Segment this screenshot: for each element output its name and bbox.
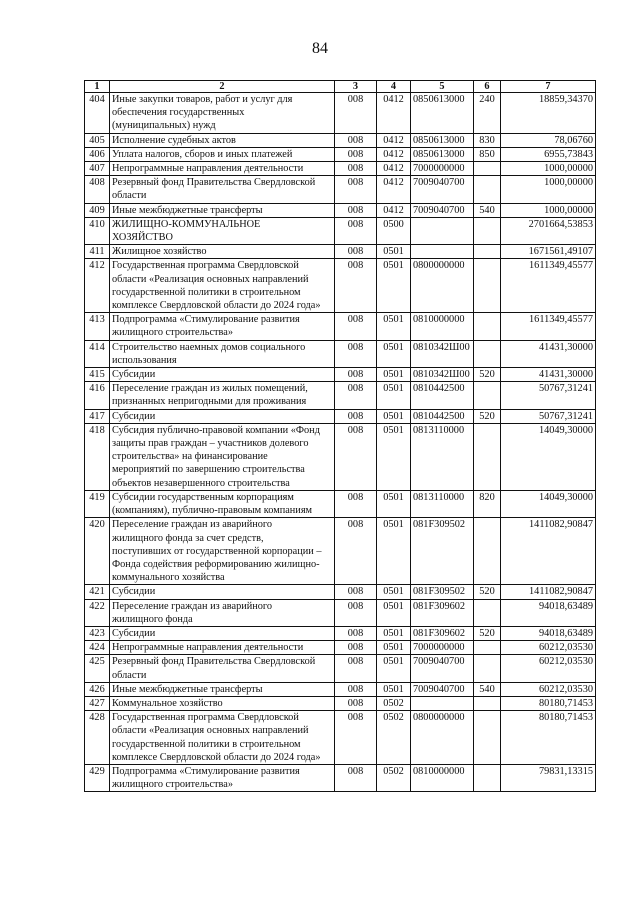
row-name-line: Резервный фонд Правительства Свердловской [112,656,316,668]
table-row [85,133,596,147]
row-name [110,217,335,244]
row-name-line: области [112,190,147,202]
header-col-3: 3 [335,81,377,93]
row-section-code: 0500 [377,217,411,244]
row-name-line: ХОЗЯЙСТВО [112,232,173,244]
row-name [110,682,335,696]
row-admin-code: 008 [335,245,377,259]
row-expense-type: 240 [474,93,501,134]
row-target-code: 7009040700 [411,203,474,217]
row-name-line: Субсидии [112,410,156,422]
row-section-code: 0501 [377,409,411,423]
row-name-line: государственной политики в строительном [112,738,301,750]
row-admin-code: 008 [335,409,377,423]
header-col-5: 5 [411,81,474,93]
row-name [110,245,335,259]
table-row [85,711,596,765]
table-row [85,340,596,367]
table-row [85,368,596,382]
row-section-code: 0501 [377,626,411,640]
row-name [110,203,335,217]
table-row [85,682,596,696]
table-row [85,313,596,340]
table-row [85,696,596,710]
row-target-code: 0800000000 [411,259,474,313]
row-target-code: 0810442500 [411,382,474,409]
row-name-line: Субсидии [112,586,156,598]
row-section-code: 0412 [377,203,411,217]
row-name-line: области [112,669,147,681]
table-row [85,93,596,134]
row-number: 417 [85,409,110,423]
row-section-code: 0412 [377,133,411,147]
row-name-line: Подпрограмма «Стимулирование развития [112,765,300,777]
row-name-line: Жилищное хозяйство [112,246,207,258]
row-name-line: области «Реализация основных направлений [112,725,309,737]
row-admin-code: 008 [335,682,377,696]
row-admin-code: 008 [335,340,377,367]
row-name [110,162,335,176]
row-expense-type [474,313,501,340]
row-target-code: 081F309502 [411,585,474,599]
row-admin-code: 008 [335,518,377,585]
row-section-code: 0501 [377,423,411,490]
row-expense-type [474,423,501,490]
row-number: 404 [85,93,110,134]
row-number: 409 [85,203,110,217]
row-admin-code: 008 [335,626,377,640]
row-section-code: 0501 [377,313,411,340]
row-admin-code: 008 [335,176,377,203]
row-target-code: 7000000000 [411,162,474,176]
row-expense-type [474,764,501,791]
row-name-line: Субсидия публично-правовой компании «Фонд [112,424,320,436]
row-name-line: комплексе Свердловской области до 2024 года» [112,751,321,763]
row-section-code: 0501 [377,259,411,313]
row-name [110,147,335,161]
table-row [85,382,596,409]
row-expense-type [474,696,501,710]
row-name-line: Иные межбюджетные трансферты [112,204,263,216]
row-section-code: 0412 [377,93,411,134]
row-name [110,490,335,517]
table-row [85,764,596,791]
row-name-line: Иные межбюджетные трансферты [112,683,263,695]
table-row [85,490,596,517]
row-name-line: жилищного строительства» [112,327,233,339]
row-name-line: строительства» на финансирование [112,451,268,463]
row-name-line: жилищного фонда [112,613,193,625]
row-section-code: 0501 [377,655,411,682]
row-target-code: 0810000000 [411,313,474,340]
row-admin-code: 008 [335,147,377,161]
row-expense-type [474,599,501,626]
row-name-line: Подпрограмма «Стимулирование развития [112,314,300,326]
row-name [110,382,335,409]
row-target-code: 081F309602 [411,599,474,626]
row-target-code: 7009040700 [411,176,474,203]
table-row [85,409,596,423]
row-name-line: поступивших от государственной корпорации – [112,545,322,557]
table-row [85,203,596,217]
table-row [85,641,596,655]
row-admin-code: 008 [335,313,377,340]
row-name [110,599,335,626]
row-target-code: 0810342Ш00 [411,340,474,367]
row-name [110,313,335,340]
row-name [110,626,335,640]
row-target-code [411,217,474,244]
row-section-code: 0501 [377,682,411,696]
row-name-line: государственной политики в строительном [112,286,301,298]
row-expense-type [474,176,501,203]
header-col-6: 6 [474,81,501,93]
row-name-line: Переселение граждан из аварийного [112,519,273,531]
row-name [110,176,335,203]
row-section-code: 0412 [377,176,411,203]
row-admin-code: 008 [335,696,377,710]
row-name-line: Строительство наемных домов социального [112,341,306,353]
row-number: 422 [85,599,110,626]
row-target-code [411,696,474,710]
row-expense-type: 540 [474,203,501,217]
table-row [85,518,596,585]
row-section-code: 0501 [377,490,411,517]
row-name [110,585,335,599]
row-amount: 60212,03530 [501,682,596,696]
row-expense-type: 830 [474,133,501,147]
row-name-line: комплексе Свердловской области до 2024 года» [112,300,321,312]
row-admin-code: 008 [335,655,377,682]
table-row [85,599,596,626]
row-name-line: Исполнение судебных актов [112,134,236,146]
row-section-code: 0501 [377,641,411,655]
row-amount: 1611349,45577 [501,313,596,340]
row-amount: 80180,71453 [501,711,596,765]
table-row [85,245,596,259]
row-name-line: Фонда содействия реформированию жилищно- [112,558,320,570]
row-section-code: 0501 [377,585,411,599]
row-name-line: Субсидии [112,369,156,381]
row-number: 428 [85,711,110,765]
row-amount: 2701664,53853 [501,217,596,244]
row-target-code: 081F309502 [411,518,474,585]
row-number: 407 [85,162,110,176]
row-admin-code: 008 [335,217,377,244]
row-name-line: коммунального хозяйства [112,572,225,584]
row-expense-type: 850 [474,147,501,161]
row-target-code: 7009040700 [411,682,474,696]
row-admin-code: 008 [335,162,377,176]
row-name-line: Иные закупки товаров, работ и услуг для [112,94,293,105]
table-row [85,217,596,244]
row-name-line: (компаниям), публично-правовым компаниям [112,505,313,517]
row-amount: 1000,00000 [501,162,596,176]
row-name-line: мероприятий по завершению строительства [112,464,305,476]
header-col-2: 2 [110,81,335,93]
row-name-line: Субсидии [112,627,156,639]
row-name-line: обеспечения государственных [112,107,245,119]
row-number: 420 [85,518,110,585]
row-name [110,423,335,490]
row-amount: 1611349,45577 [501,259,596,313]
table-row [85,162,596,176]
row-target-code: 0813110000 [411,423,474,490]
row-section-code: 0502 [377,764,411,791]
row-number: 424 [85,641,110,655]
row-expense-type [474,340,501,367]
row-target-code: 0810442500 [411,409,474,423]
row-number: 418 [85,423,110,490]
row-expense-type [474,641,501,655]
row-target-code: 7009040700 [411,655,474,682]
row-section-code: 0502 [377,711,411,765]
row-admin-code: 008 [335,585,377,599]
row-target-code: 0810342Ш00 [411,368,474,382]
table-row [85,585,596,599]
row-section-code: 0501 [377,340,411,367]
row-amount: 94018,63489 [501,599,596,626]
row-target-code: 0850613000 [411,93,474,134]
row-name-line: объектов незавершенного строительства [112,477,290,489]
row-target-code: 0850613000 [411,147,474,161]
row-number: 413 [85,313,110,340]
row-admin-code: 008 [335,133,377,147]
row-amount: 50767,31241 [501,382,596,409]
row-amount: 1000,00000 [501,176,596,203]
row-number: 408 [85,176,110,203]
row-number: 416 [85,382,110,409]
row-number: 421 [85,585,110,599]
row-amount: 14049,30000 [501,490,596,517]
row-name [110,518,335,585]
row-expense-type [474,382,501,409]
row-expense-type: 520 [474,585,501,599]
row-number: 419 [85,490,110,517]
row-name [110,133,335,147]
row-name-line: Непрограммные направления деятельности [112,163,304,175]
row-number: 406 [85,147,110,161]
row-amount: 50767,31241 [501,409,596,423]
header-col-1: 1 [85,81,110,93]
row-admin-code: 008 [335,599,377,626]
row-name-line: Переселение граждан из аварийного [112,600,273,612]
row-name-line: области «Реализация основных направлений [112,273,309,285]
table-row [85,655,596,682]
row-section-code: 0412 [377,147,411,161]
row-amount: 1411082,90847 [501,518,596,585]
row-target-code: 7000000000 [411,641,474,655]
row-target-code [411,245,474,259]
row-number: 425 [85,655,110,682]
row-section-code: 0501 [377,599,411,626]
row-amount: 1411082,90847 [501,585,596,599]
row-admin-code: 008 [335,764,377,791]
row-name-line: использования [112,354,177,366]
header-col-7: 7 [501,81,596,93]
row-name [110,259,335,313]
row-number: 405 [85,133,110,147]
row-expense-type [474,259,501,313]
row-amount: 14049,30000 [501,423,596,490]
row-amount: 41431,30000 [501,368,596,382]
row-admin-code: 008 [335,368,377,382]
row-target-code: 0800000000 [411,711,474,765]
row-amount: 1671561,49107 [501,245,596,259]
row-amount: 78,06760 [501,133,596,147]
row-name-line: Уплата налогов, сборов и иных платежей [112,148,293,160]
row-section-code: 0501 [377,245,411,259]
row-name-line: Резервный фонд Правительства Свердловской [112,177,316,189]
row-number: 410 [85,217,110,244]
row-section-code: 0501 [377,382,411,409]
row-name-line: (муниципальных) нужд [112,120,216,132]
row-section-code: 0412 [377,162,411,176]
row-name [110,409,335,423]
row-name [110,711,335,765]
row-expense-type [474,162,501,176]
row-name-line: жилищного строительства» [112,779,233,791]
row-name-line: ЖИЛИЩНО-КОММУНАЛЬНОЕ [112,218,261,230]
row-number: 429 [85,764,110,791]
row-name-line: Государственная программа Свердловской [112,712,299,724]
row-number: 414 [85,340,110,367]
row-name-line: жилищного фонда за счет средств, [112,532,264,544]
row-expense-type [474,518,501,585]
row-expense-type [474,217,501,244]
row-admin-code: 008 [335,203,377,217]
table-row [85,176,596,203]
header-col-4: 4 [377,81,411,93]
row-name [110,696,335,710]
row-expense-type [474,655,501,682]
row-section-code: 0501 [377,368,411,382]
row-admin-code: 008 [335,490,377,517]
row-admin-code: 008 [335,382,377,409]
table-row [85,259,596,313]
row-name-line: Коммунальное хозяйство [112,697,223,709]
row-number: 427 [85,696,110,710]
row-section-code: 0501 [377,518,411,585]
row-expense-type: 540 [474,682,501,696]
table-row [85,423,596,490]
row-expense-type: 820 [474,490,501,517]
row-number: 426 [85,682,110,696]
row-amount: 60212,03530 [501,641,596,655]
row-amount: 94018,63489 [501,626,596,640]
row-target-code: 081F309602 [411,626,474,640]
row-amount: 18859,34370 [501,93,596,134]
row-target-code: 0850613000 [411,133,474,147]
table-row [85,626,596,640]
row-admin-code: 008 [335,711,377,765]
row-name-line: Субсидии государственным корпорациям [112,491,294,503]
row-name-line: признанных непригодными для проживания [112,396,307,408]
row-expense-type: 520 [474,409,501,423]
row-amount: 60212,03530 [501,655,596,682]
row-name [110,655,335,682]
row-admin-code: 008 [335,259,377,313]
row-amount: 1000,00000 [501,203,596,217]
budget-table [84,80,596,792]
row-amount: 41431,30000 [501,340,596,367]
row-target-code: 0810000000 [411,764,474,791]
row-expense-type: 520 [474,626,501,640]
row-name [110,641,335,655]
row-amount: 79831,13315 [501,764,596,791]
row-number: 415 [85,368,110,382]
row-name-line: защиты прав граждан – участников долевого [112,438,309,450]
row-admin-code: 008 [335,641,377,655]
table-row [85,147,596,161]
row-number: 412 [85,259,110,313]
row-expense-type [474,711,501,765]
row-name [110,368,335,382]
row-name [110,340,335,367]
row-number: 411 [85,245,110,259]
row-name [110,764,335,791]
row-name-line: Переселение граждан из жилых помещений, [112,383,308,395]
row-expense-type [474,245,501,259]
row-expense-type: 520 [474,368,501,382]
row-amount: 6955,73843 [501,147,596,161]
page-number: 84 [312,40,328,57]
row-name-line: Государственная программа Свердловской [112,260,299,272]
row-number: 423 [85,626,110,640]
row-admin-code: 008 [335,93,377,134]
row-name-line: Непрограммные направления деятельности [112,642,304,654]
header-row [85,81,596,93]
table-body [85,93,596,792]
row-name [110,93,335,134]
row-section-code: 0502 [377,696,411,710]
row-admin-code: 008 [335,423,377,490]
row-target-code: 0813110000 [411,490,474,517]
row-amount: 80180,71453 [501,696,596,710]
